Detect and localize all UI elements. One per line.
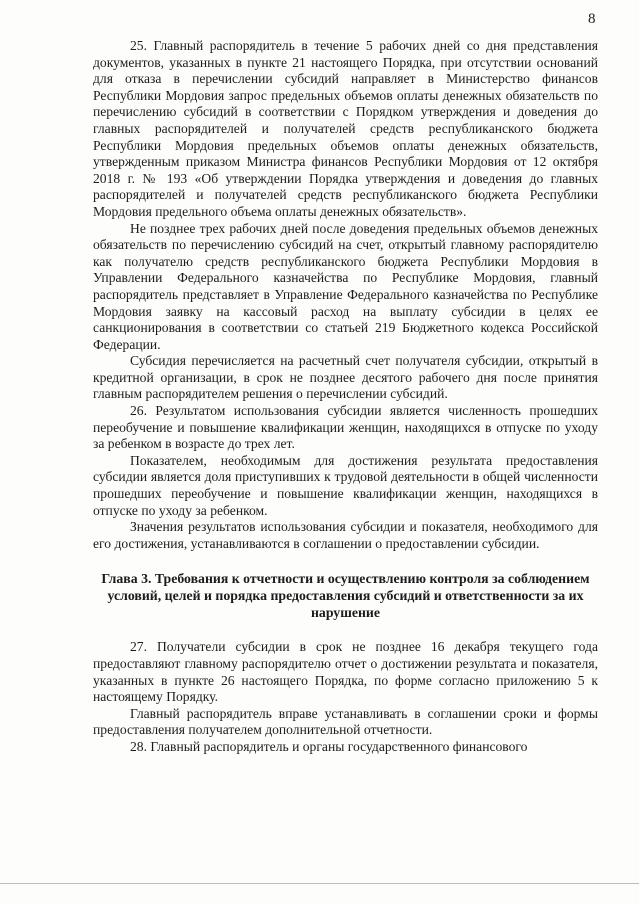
scan-bottom-edge <box>0 883 639 884</box>
paragraph-treasury-request: Не позднее трех рабочих дней после доведения предельных объемов денежных обязательств по перечислению субсидий на счет, открытый главному распорядителю как получателю средств республиканского бюджета Республики Мордовия в Управлении Федерального казначейства по Республике Мордовия, главный распорядитель представляет в Управление Федерального казначейства по Республике Мордовия заявку на кассовый расход на выплату субсидии в целях ее санкционирования в соответствии со статьей 219 Бюджетного кодекса Российской Федерации. <box>93 220 598 352</box>
paragraph-indicator: Показателем, необходимым для достижения результата предоставления субсидии является доля приступивших к трудовой деятельности в общей численности прошедших переобучение и повышение квалификации женщин, находящихся в отпуске по уходу за ребенком. <box>93 452 598 518</box>
paragraph-25: 25. Главный распорядитель в течение 5 рабочих дней со дня представления документов, указанных в пункте 21 настоящего Порядка, при отсутствии оснований для отказа в перечислении субсидий направляет в Министерство финансов Республики Мордовия запрос предельных объемов оплаты денежных обязательств по перечислению субсидий в соответствии с Порядком утверждения и доведения до главных распорядителей и получателей средств республиканского бюджета Республики Мордовия предельных объемов оплаты денежных обязательств, утвержденным приказом Министра финансов Республики Мордовия от 12 октября 2018 г. № 193 «Об утверждении Порядка утверждения и доведения до главных распорядителей и получателей средств республиканского бюджета Республики Мордовия предельного объема оплаты денежных обязательств». <box>93 38 598 219</box>
chapter-heading: Глава 3. Требования к отчетности и осуществлению контроля за соблюдением условий, целей и порядка предоставления субсидий и ответственности за их нарушение <box>101 571 590 621</box>
paragraph-subsidy-transfer: Субсидия перечисляется на расчетный счет получателя субсидии, открытый в кредитной организации, в срок не позднее десятого рабочего дня после принятия главным распорядителем решения о перечислении субсидий. <box>93 353 598 402</box>
document-body <box>93 38 598 756</box>
paragraph-26: 26. Результатом использования субсидии является численность прошедших переобучение и повышение квалификации женщин, находящихся в отпуске по уходу за ребенком в возрасте до трех лет. <box>93 403 598 452</box>
paragraph-additional-reporting: Главный распорядитель вправе устанавливать в соглашении сроки и формы предоставления получателем дополнительной отчетности. <box>93 705 598 738</box>
paragraph-28: 28. Главный распорядитель и органы государственного финансового <box>130 738 528 754</box>
paragraph-values: Значения результатов использования субсидии и показателя, необходимого для его достижения, устанавливаются в соглашении о предоставлении субсидии. <box>93 519 598 551</box>
page-number: 8 <box>588 11 596 27</box>
paragraph-27: 27. Получатели субсидии в срок не позднее 16 декабря текущего года предоставляют главному распорядителю отчет о достижении результата и показателя, указанных в пункте 26 настоящего Порядка, по форме согласно приложению 5 к настоящему Порядку. <box>93 639 598 705</box>
